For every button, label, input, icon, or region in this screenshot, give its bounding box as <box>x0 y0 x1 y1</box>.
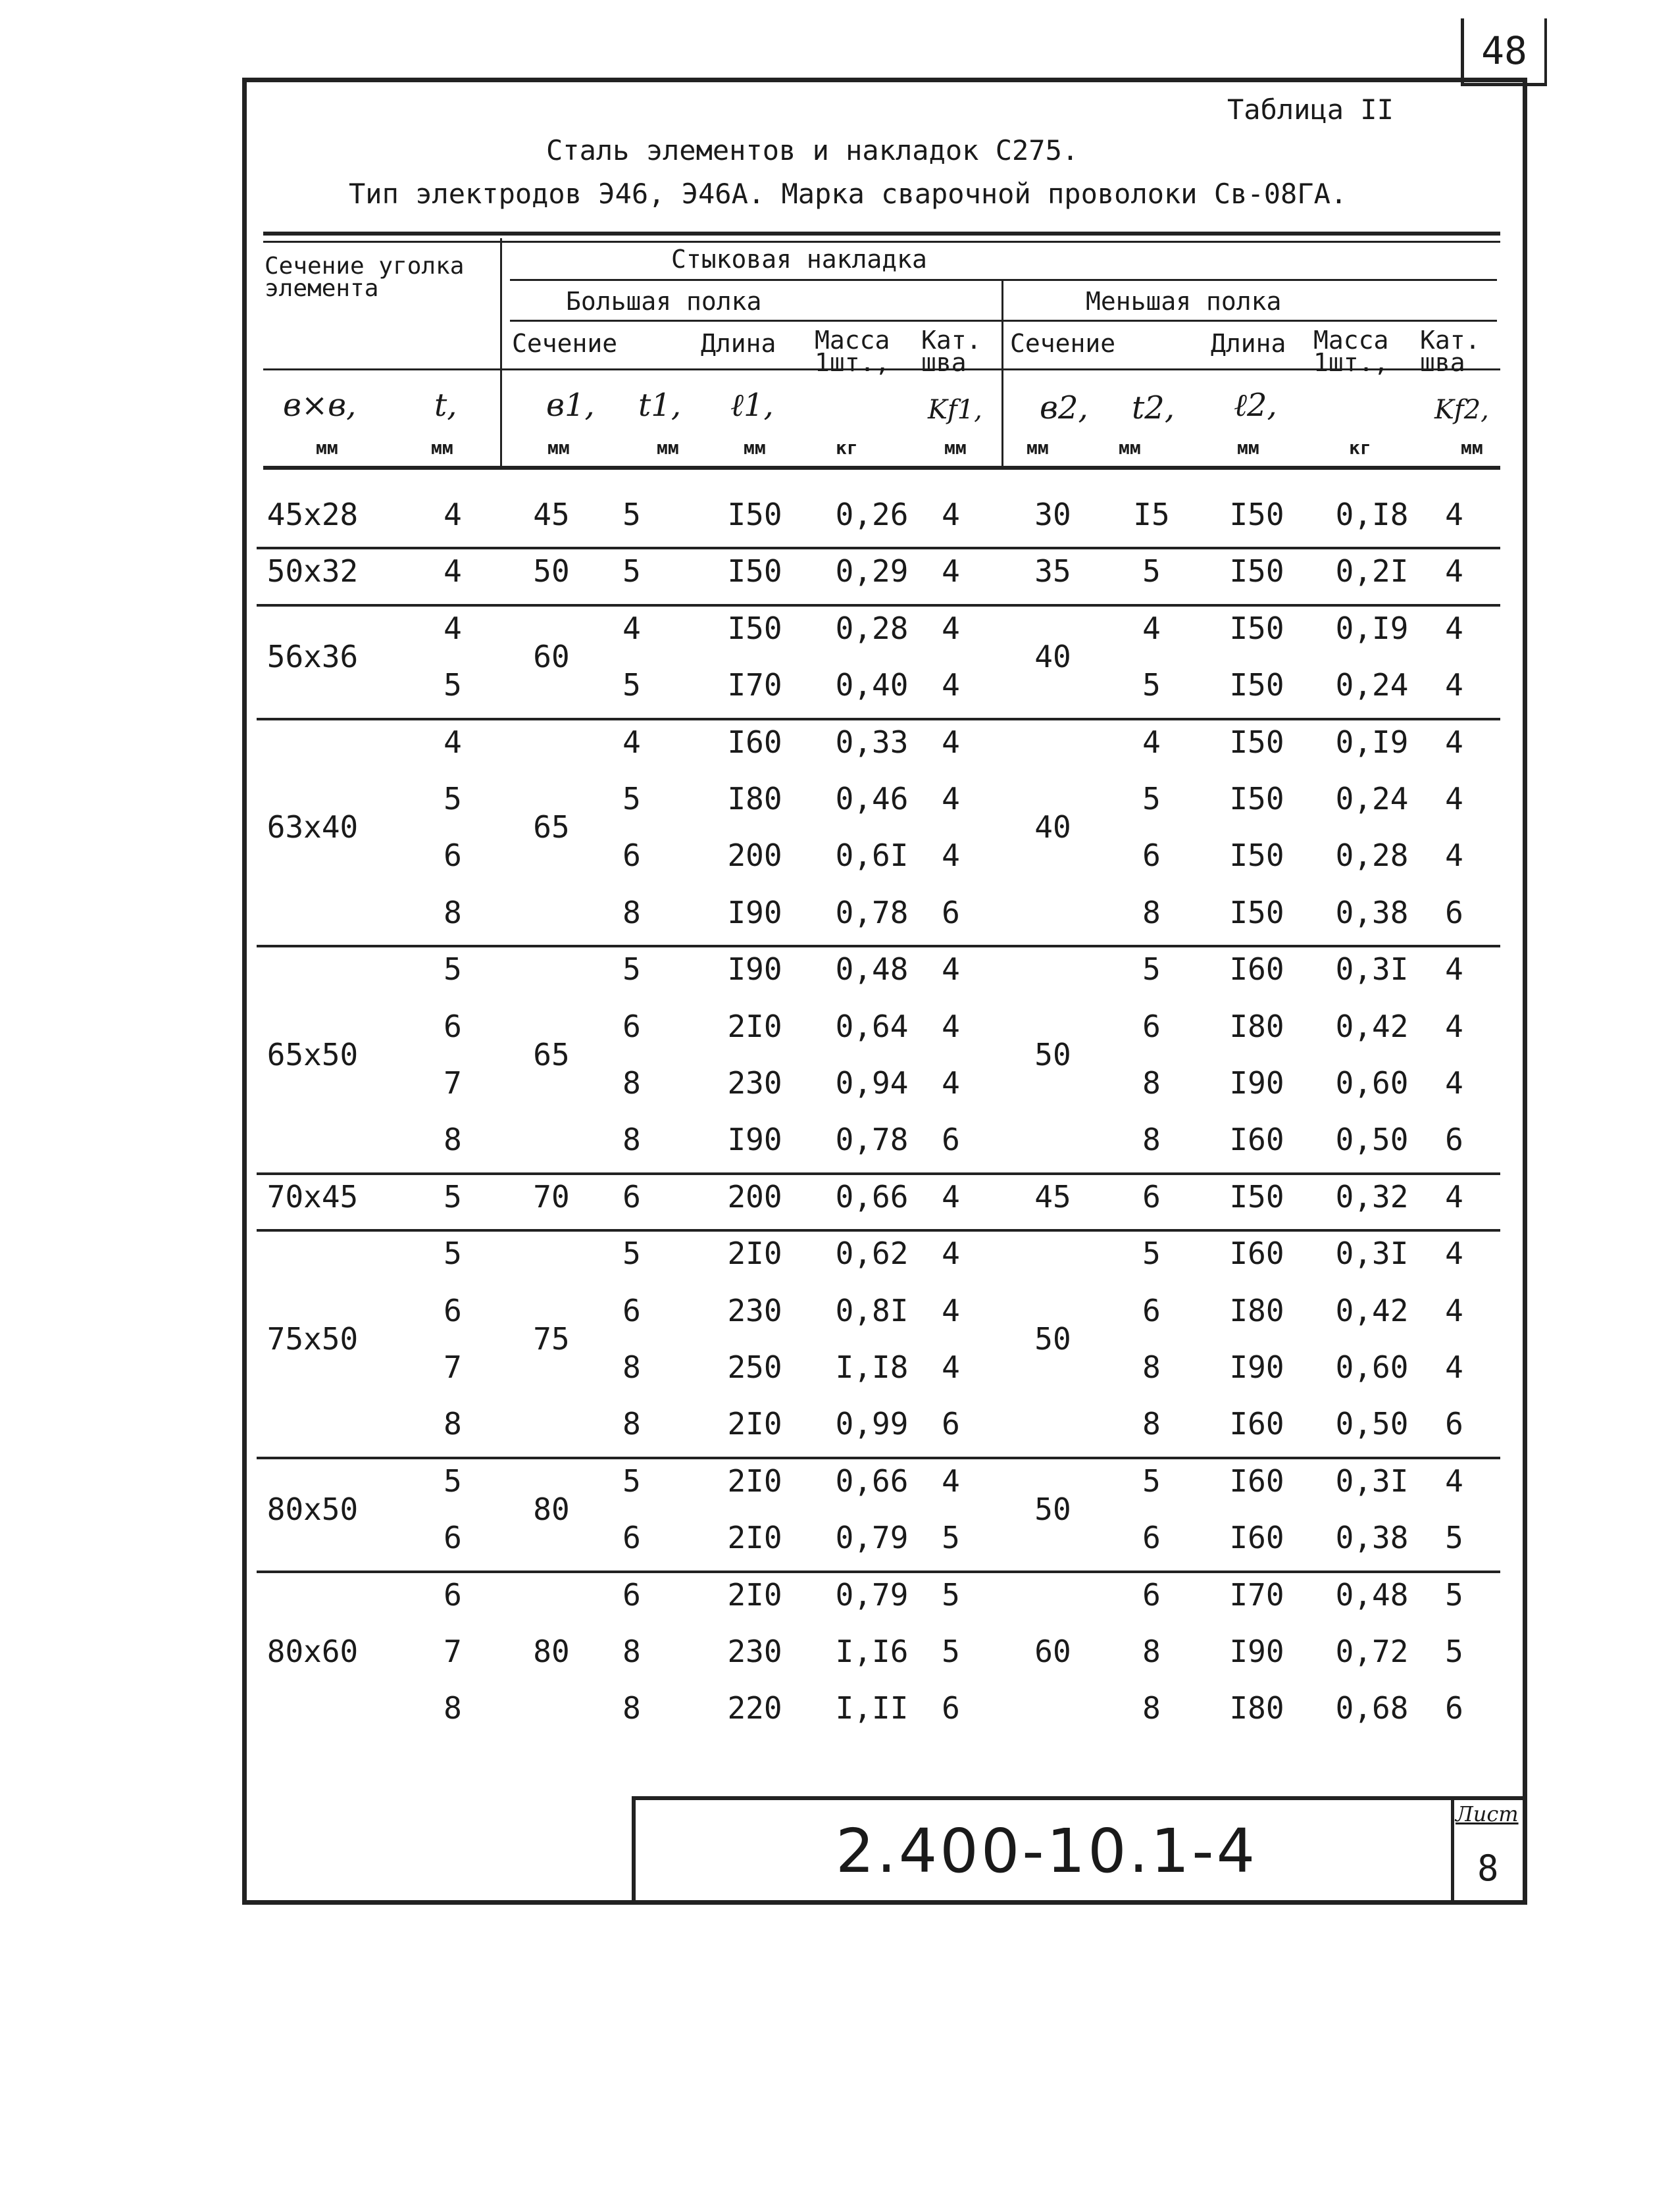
cell-b2: 50 <box>1034 1492 1071 1527</box>
cell-kf2: 4 <box>1445 553 1463 590</box>
cell-angle-section: 80x50 <box>266 1492 359 1527</box>
cell-t1: 5 <box>622 667 641 703</box>
cell-l2: I90 <box>1229 1349 1284 1385</box>
cell-t1: 8 <box>622 1634 641 1669</box>
electrode-spec-line: Тип электродов Э46, Э46А. Марка сварочной проволоки Св-08ГА. <box>349 178 1348 210</box>
cell-t2: 8 <box>1142 1690 1161 1726</box>
cell-t1: 5 <box>622 1463 641 1499</box>
unit-kg: кг <box>1349 437 1371 459</box>
cell-mass1: 0,29 <box>835 553 909 590</box>
cell-t1: 5 <box>622 781 641 817</box>
cell-t: 4 <box>443 610 462 646</box>
section-header-1: Сечение <box>512 329 618 358</box>
group-separator <box>257 1571 1500 1573</box>
cell-t1: 5 <box>622 553 641 590</box>
cell-b2: 30 <box>1034 497 1071 532</box>
cell-l1: 250 <box>727 1349 782 1385</box>
cell-t2: 5 <box>1142 1236 1161 1272</box>
cell-t2: 4 <box>1142 610 1161 646</box>
cell-l1: 2I0 <box>727 1576 782 1613</box>
cell-t2: 8 <box>1142 894 1161 930</box>
cell-kf1: 4 <box>942 1236 960 1272</box>
cell-t1: 6 <box>622 838 641 874</box>
cell-mass2: 0,68 <box>1335 1690 1409 1726</box>
cell-l2: I60 <box>1229 951 1284 988</box>
cell-l1: 200 <box>727 838 782 874</box>
cell-l1: 2I0 <box>727 1463 782 1499</box>
cell-t1: 5 <box>622 497 641 532</box>
cell-kf1: 4 <box>942 1065 960 1101</box>
cell-kf2: 4 <box>1445 1292 1463 1328</box>
cell-l1: I70 <box>727 667 782 703</box>
cell-t2: 6 <box>1142 838 1161 874</box>
header-top-rule-2 <box>263 241 1500 243</box>
unit-mm: мм <box>431 437 453 459</box>
cell-kf2: 4 <box>1445 838 1463 874</box>
cell-mass2: 0,50 <box>1335 1406 1409 1442</box>
cell-mass1: 0,66 <box>835 1463 909 1499</box>
cell-mass1: 0,99 <box>835 1406 909 1442</box>
group-separator <box>257 547 1500 549</box>
cell-t2: 6 <box>1142 1576 1161 1613</box>
cell-l1: 230 <box>727 1634 782 1669</box>
cell-kf1: 4 <box>942 1292 960 1328</box>
cell-kf1: 4 <box>942 1008 960 1044</box>
cell-mass2: 0,38 <box>1335 1520 1409 1556</box>
cell-mass1: 0,28 <box>835 610 909 646</box>
cell-l2: I50 <box>1229 610 1284 646</box>
cell-t: 4 <box>443 724 462 760</box>
cell-t2: 8 <box>1142 1634 1161 1669</box>
cell-l2: I50 <box>1229 894 1284 930</box>
cell-b1: 75 <box>533 1320 570 1357</box>
cell-l2: I50 <box>1229 667 1284 703</box>
cell-mass2: 0,48 <box>1335 1576 1409 1613</box>
cell-b2: 50 <box>1034 1036 1071 1072</box>
flange-rule <box>510 320 1497 322</box>
header-vsep-flange <box>1001 280 1003 466</box>
cell-mass2: 0,I8 <box>1335 497 1409 532</box>
cell-t2: 6 <box>1142 1520 1161 1556</box>
cell-kf1: 4 <box>942 1349 960 1385</box>
cell-t1: 8 <box>622 1122 641 1158</box>
cell-b2: 50 <box>1034 1320 1071 1357</box>
cell-t2: 8 <box>1142 1065 1161 1101</box>
cell-l1: 220 <box>727 1690 782 1726</box>
cell-t: 5 <box>443 1236 462 1272</box>
cell-b1: 65 <box>533 809 570 845</box>
cathet-header-2: Кат. шва <box>1420 326 1481 377</box>
cell-t: 8 <box>443 894 462 930</box>
cell-t: 5 <box>443 667 462 703</box>
cell-t2: I5 <box>1133 497 1170 532</box>
sym-b1: в1, <box>546 387 595 424</box>
cell-t2: 6 <box>1142 1008 1161 1044</box>
cell-t1: 6 <box>622 1576 641 1613</box>
cell-b1: 70 <box>533 1178 570 1215</box>
cell-angle-section: 65x50 <box>266 1036 359 1072</box>
cell-t1: 8 <box>622 1406 641 1442</box>
cell-mass2: 0,3I <box>1335 951 1409 988</box>
cell-b2: 35 <box>1034 553 1071 590</box>
cell-l2: I80 <box>1229 1292 1284 1328</box>
unit-mm: мм <box>316 437 338 459</box>
cell-mass1: 0,8I <box>835 1292 909 1328</box>
unit-kg: кг <box>836 437 858 459</box>
sheet-label: Лист <box>1456 1801 1519 1826</box>
cell-l1: I50 <box>727 553 782 590</box>
cell-l2: I60 <box>1229 1236 1284 1272</box>
cell-mass2: 0,28 <box>1335 838 1409 874</box>
cell-b1: 80 <box>533 1634 570 1669</box>
cell-mass1: 0,66 <box>835 1178 909 1215</box>
cell-mass1: 0,46 <box>835 781 909 817</box>
cell-kf1: 4 <box>942 724 960 760</box>
cell-t2: 8 <box>1142 1349 1161 1385</box>
cell-t1: 5 <box>622 1236 641 1272</box>
cell-mass2: 0,I9 <box>1335 724 1409 760</box>
cell-mass2: 0,60 <box>1335 1349 1409 1385</box>
cell-t: 5 <box>443 951 462 988</box>
sym-l1: ℓ1, <box>730 387 774 424</box>
unit-mm: мм <box>1119 437 1141 459</box>
cell-mass1: 0,78 <box>835 894 909 930</box>
cell-l2: I60 <box>1229 1122 1284 1158</box>
cell-l1: I90 <box>727 951 782 988</box>
cell-kf2: 4 <box>1445 781 1463 817</box>
cell-mass2: 0,42 <box>1335 1008 1409 1044</box>
cell-kf1: 4 <box>942 781 960 817</box>
cell-kf1: 6 <box>942 1406 960 1442</box>
mass-header-2: Масса 1шт., <box>1313 326 1389 377</box>
cell-t2: 6 <box>1142 1178 1161 1215</box>
cell-l1: I50 <box>727 610 782 646</box>
cell-mass2: 0,42 <box>1335 1292 1409 1328</box>
page-number: 48 <box>1461 18 1547 86</box>
sym-t: t, <box>434 387 457 424</box>
length-header-1: Длина <box>701 329 776 358</box>
cell-l2: I50 <box>1229 724 1284 760</box>
cell-t2: 5 <box>1142 667 1161 703</box>
cell-t2: 5 <box>1142 951 1161 988</box>
group-separator <box>257 1229 1500 1232</box>
sym-t1: t1, <box>638 387 682 424</box>
cell-kf2: 4 <box>1445 1178 1463 1215</box>
cell-angle-section: 63x40 <box>266 809 359 845</box>
cell-angle-section: 70x45 <box>266 1178 359 1215</box>
cell-l2: I50 <box>1229 497 1284 532</box>
cell-mass1: 0,48 <box>835 951 909 988</box>
cell-l2: I60 <box>1229 1463 1284 1499</box>
cell-mass1: 0,62 <box>835 1236 909 1272</box>
cell-kf2: 4 <box>1445 1463 1463 1499</box>
cell-kf1: 4 <box>942 497 960 532</box>
cell-mass1: I,I8 <box>835 1349 909 1385</box>
table-label: Таблица II <box>1227 93 1394 126</box>
group-separator <box>257 718 1500 720</box>
cell-l1: I80 <box>727 781 782 817</box>
cell-l2: I70 <box>1229 1576 1284 1613</box>
cell-kf1: 6 <box>942 1690 960 1726</box>
sym-kf1: Kf1, <box>928 395 982 425</box>
cell-t1: 6 <box>622 1520 641 1556</box>
cell-mass2: 0,60 <box>1335 1065 1409 1101</box>
sym-t2: t2, <box>1132 390 1175 426</box>
cell-l2: I50 <box>1229 781 1284 817</box>
cell-mass2: 0,50 <box>1335 1122 1409 1158</box>
cell-l1: I90 <box>727 894 782 930</box>
cell-mass2: 0,38 <box>1335 894 1409 930</box>
cell-l1: 2I0 <box>727 1520 782 1556</box>
cell-mass2: 0,24 <box>1335 667 1409 703</box>
cell-angle-section: 75x50 <box>266 1320 359 1357</box>
sheet-number: 8 <box>1477 1848 1499 1889</box>
cell-mass2: 0,32 <box>1335 1178 1409 1215</box>
cathet-header-1: Кат. шва <box>921 326 982 377</box>
cell-mass2: 0,2I <box>1335 553 1409 590</box>
cell-t2: 5 <box>1142 553 1161 590</box>
cell-t1: 4 <box>622 610 641 646</box>
cell-angle-section: 80x60 <box>266 1634 359 1669</box>
butt-plate-header: Стыковая накладка <box>671 245 927 274</box>
cell-b2: 40 <box>1034 639 1071 674</box>
header-top-rule <box>263 232 1500 236</box>
cell-kf1: 4 <box>942 610 960 646</box>
cell-kf1: 4 <box>942 667 960 703</box>
cell-angle-section: 45x28 <box>266 497 359 532</box>
cell-mass1: I,II <box>835 1690 909 1726</box>
cell-t: 8 <box>443 1122 462 1158</box>
cell-kf2: 6 <box>1445 1690 1463 1726</box>
cell-kf1: 6 <box>942 894 960 930</box>
cell-t1: 4 <box>622 724 641 760</box>
cell-l2: I90 <box>1229 1065 1284 1101</box>
cell-kf1: 5 <box>942 1634 960 1669</box>
cell-l2: I80 <box>1229 1690 1284 1726</box>
cell-b1: 45 <box>533 497 570 532</box>
cell-mass1: 0,64 <box>835 1008 909 1044</box>
cell-kf2: 4 <box>1445 667 1463 703</box>
steel-spec-line: Сталь элементов и накладок С275. <box>546 134 1079 166</box>
cell-kf2: 5 <box>1445 1576 1463 1613</box>
cell-t1: 6 <box>622 1292 641 1328</box>
cell-l1: 230 <box>727 1292 782 1328</box>
big-flange-header: Большая полка <box>566 287 762 316</box>
cell-kf2: 4 <box>1445 497 1463 532</box>
cell-b1: 60 <box>533 639 570 674</box>
cell-mass2: 0,24 <box>1335 781 1409 817</box>
cell-kf1: 5 <box>942 1520 960 1556</box>
cell-l2: I90 <box>1229 1634 1284 1669</box>
group-separator <box>257 604 1500 607</box>
butt-plate-rule <box>510 279 1497 281</box>
cell-mass1: 0,33 <box>835 724 909 760</box>
unit-mm: мм <box>944 437 967 459</box>
cell-b2: 40 <box>1034 809 1071 845</box>
cell-t: 7 <box>443 1349 462 1385</box>
cell-kf1: 4 <box>942 1178 960 1215</box>
cell-l1: 2I0 <box>727 1008 782 1044</box>
cell-mass1: 0,78 <box>835 1122 909 1158</box>
cell-t: 7 <box>443 1065 462 1101</box>
cell-t: 5 <box>443 1463 462 1499</box>
cell-t: 6 <box>443 1292 462 1328</box>
cell-mass1: 0,26 <box>835 497 909 532</box>
group-separator <box>257 945 1500 947</box>
cell-b2: 60 <box>1034 1634 1071 1669</box>
unit-mm: мм <box>744 437 766 459</box>
cell-t1: 8 <box>622 1349 641 1385</box>
cell-angle-section: 50x32 <box>266 553 359 590</box>
cell-t1: 6 <box>622 1178 641 1215</box>
cell-angle-section: 56x36 <box>266 639 359 674</box>
cell-kf2: 4 <box>1445 610 1463 646</box>
cell-mass1: 0,79 <box>835 1520 909 1556</box>
cell-t1: 8 <box>622 1065 641 1101</box>
cell-l1: 2I0 <box>727 1236 782 1272</box>
cell-t: 4 <box>443 553 462 590</box>
sym-l2: ℓ2, <box>1234 387 1277 424</box>
cell-kf1: 4 <box>942 951 960 988</box>
group-separator <box>257 1172 1500 1175</box>
cell-t: 6 <box>443 1008 462 1044</box>
cell-mass1: 0,6I <box>835 838 909 874</box>
cell-b1: 50 <box>533 553 570 590</box>
small-flange-header: Меньшая полка <box>1086 287 1282 316</box>
header-bottom-rule <box>263 466 1500 470</box>
group-separator <box>257 1457 1500 1459</box>
cell-t: 4 <box>443 497 462 532</box>
cell-mass1: 0,94 <box>835 1065 909 1101</box>
unit-mm: мм <box>547 437 570 459</box>
cell-kf2: 4 <box>1445 1349 1463 1385</box>
cell-t1: 5 <box>622 951 641 988</box>
cell-t: 5 <box>443 1178 462 1215</box>
cell-t: 6 <box>443 1520 462 1556</box>
cell-kf2: 6 <box>1445 1122 1463 1158</box>
cell-mass2: 0,3I <box>1335 1463 1409 1499</box>
cell-t: 8 <box>443 1406 462 1442</box>
cell-l1: 2I0 <box>727 1406 782 1442</box>
document-code: 2.400-10.1-4 <box>836 1816 1258 1886</box>
cell-l2: I60 <box>1229 1406 1284 1442</box>
cell-mass1: 0,79 <box>835 1576 909 1613</box>
cell-t2: 4 <box>1142 724 1161 760</box>
cell-mass2: 0,72 <box>1335 1634 1409 1669</box>
mass-header-1: Масса 1шт., <box>815 326 890 377</box>
header-vsep-1 <box>500 238 502 466</box>
cell-kf2: 4 <box>1445 724 1463 760</box>
cell-t1: 6 <box>622 1008 641 1044</box>
cell-t: 6 <box>443 838 462 874</box>
cell-mass1: 0,40 <box>835 667 909 703</box>
section-col-header: Сечение уголка элемента <box>265 253 465 302</box>
cell-t2: 6 <box>1142 1292 1161 1328</box>
cell-l1: I50 <box>727 497 782 532</box>
sym-bxb: в×в, <box>283 387 357 424</box>
cell-t2: 8 <box>1142 1406 1161 1442</box>
cell-b2: 45 <box>1034 1178 1071 1215</box>
unit-mm: мм <box>1026 437 1049 459</box>
cell-kf2: 6 <box>1445 1406 1463 1442</box>
cell-kf1: 5 <box>942 1576 960 1613</box>
cell-mass1: I,I6 <box>835 1634 909 1669</box>
cell-mass2: 0,I9 <box>1335 610 1409 646</box>
cell-kf2: 4 <box>1445 951 1463 988</box>
cell-t: 8 <box>443 1690 462 1726</box>
cell-l2: I60 <box>1229 1520 1284 1556</box>
cell-l1: I60 <box>727 724 782 760</box>
sym-kf2: Kf2, <box>1434 395 1489 425</box>
cell-l2: I50 <box>1229 553 1284 590</box>
cell-b1: 80 <box>533 1492 570 1527</box>
cell-kf2: 4 <box>1445 1008 1463 1044</box>
cell-t1: 8 <box>622 894 641 930</box>
cell-kf1: 4 <box>942 838 960 874</box>
cell-kf2: 5 <box>1445 1634 1463 1669</box>
cell-t1: 8 <box>622 1690 641 1726</box>
length-header-2: Длина <box>1211 329 1286 358</box>
cell-l2: I80 <box>1229 1008 1284 1044</box>
cell-b1: 65 <box>533 1036 570 1072</box>
cell-mass2: 0,3I <box>1335 1236 1409 1272</box>
cell-l2: I50 <box>1229 1178 1284 1215</box>
cell-kf2: 4 <box>1445 1065 1463 1101</box>
cell-t2: 5 <box>1142 781 1161 817</box>
cell-kf1: 4 <box>942 553 960 590</box>
cell-l1: 200 <box>727 1178 782 1215</box>
cell-t: 6 <box>443 1576 462 1613</box>
sym-b2: в2, <box>1040 390 1088 426</box>
cell-l1: I90 <box>727 1122 782 1158</box>
cell-kf2: 4 <box>1445 1236 1463 1272</box>
section-header-2: Сечение <box>1010 329 1116 358</box>
unit-mm: мм <box>657 437 679 459</box>
cell-kf2: 5 <box>1445 1520 1463 1556</box>
unit-mm: мм <box>1461 437 1483 459</box>
unit-mm: мм <box>1237 437 1259 459</box>
cell-t2: 8 <box>1142 1122 1161 1158</box>
cell-kf2: 6 <box>1445 894 1463 930</box>
cell-t2: 5 <box>1142 1463 1161 1499</box>
cell-l2: I50 <box>1229 838 1284 874</box>
cell-t: 7 <box>443 1634 462 1669</box>
cell-l1: 230 <box>727 1065 782 1101</box>
cell-t: 5 <box>443 781 462 817</box>
cell-kf1: 6 <box>942 1122 960 1158</box>
cell-kf1: 4 <box>942 1463 960 1499</box>
